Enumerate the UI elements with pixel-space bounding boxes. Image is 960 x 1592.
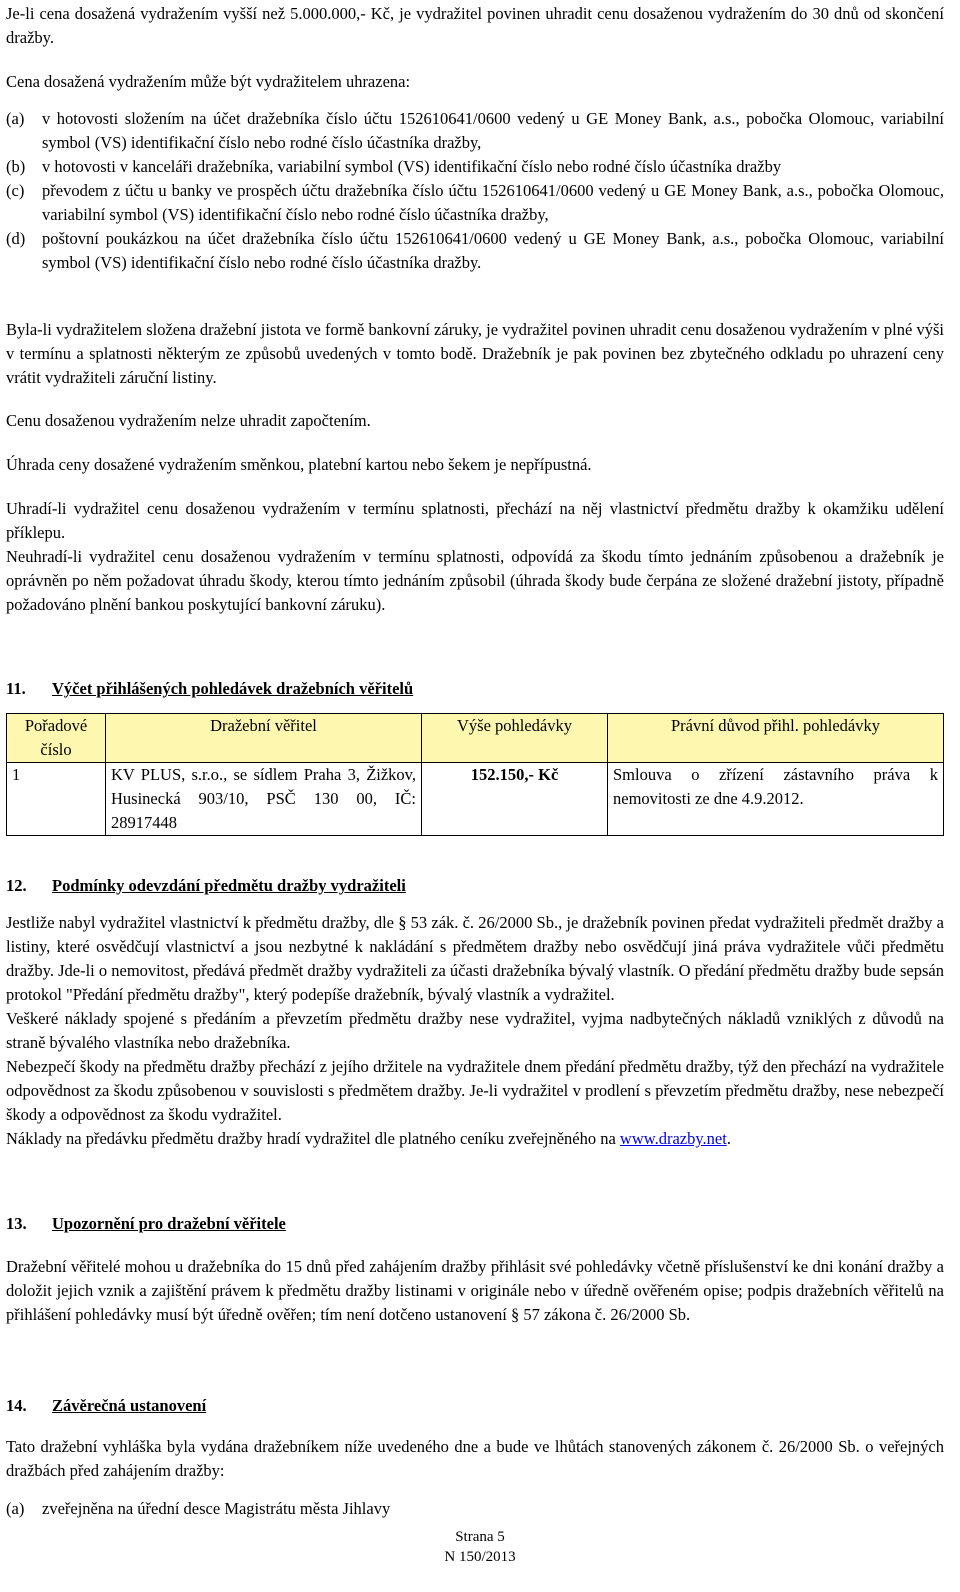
no-cheque-paragraph: [6, 453, 944, 477]
creditor-notice-text: Dražební věřitelé mohou u dražebníka do 15 dnů před zahájením dražby přihlásit své pohledávky včetně příslušenství ke dni konání dražby a doložit jejich vznik a zajištění právem k předmětu dražby listinami v originále nebo v úředně ověřeném opise; podpis dražebních věřitelů na přihlášení pohledávky musí být úředně ověřen; tím není dotčeno ustanovení § 57 zákona č. 26/2000 Sb.: [6, 1257, 944, 1324]
section-title: Podmínky odevzdání předmětu dražby vydražiteli: [52, 876, 406, 895]
section-14-body: [6, 1435, 944, 1483]
payment-intro-text: Cena dosažená vydražením může být vydražitelem uhrazena:: [6, 72, 411, 91]
header-reason: Právní důvod přihl. pohledávky: [608, 714, 944, 763]
table-row: [7, 763, 944, 836]
cell-order: 1: [7, 763, 106, 836]
list-item-text: převodem z účtu u banky ve prospěch účtu dražebníka číslo účtu 152610641/0600 vedený u GE Money Bank, a.s., pobočka Olomouc, variabilní symbol (VS) identifikační číslo nebo rodné číslo účastníka dražby,: [42, 181, 944, 224]
payment-option-c: [6, 179, 944, 227]
fees-suffix: .: [726, 1129, 731, 1148]
payment-option-b: [6, 155, 944, 179]
section-13-heading: [6, 1212, 944, 1236]
cell-amount: 152.150,- Kč: [422, 763, 608, 836]
header-amount: Výše pohledávky: [422, 714, 608, 763]
table-header-row: [7, 714, 944, 763]
handover-text: Jestliže nabyl vydražitel vlastnictví k předmětu dražby, dle § 53 zák. č. 26/2000 Sb., je dražebník povinen předat vydražiteli předmět dražby a listiny, které osvědčují vlastnictví a jsou nezbytné k nakládání s předmětem dražby nebo osvědčují jiná práva vydražitele vůči předmětu dražby. Jde-li o nemovitost, předává předmět dražby vydražiteli za účasti dražebníka bývalý vlastník. O předání předmětu dražby bude sepsán protokol "Předání předmětu dražby", který podepíše dražebník, bývalý vlastník a vydražitel.: [6, 913, 944, 1004]
price-deadline-text: Je-li cena dosažená vydražením vyšší než 5.000.000,- Kč, je vydražitel povinen uhradit cenu dosaženou vydražením do 30 dnů od skončení dražby.: [6, 4, 944, 47]
payment-intro: [6, 70, 944, 94]
list-marker: (c): [6, 181, 25, 200]
claims-table: [6, 713, 944, 836]
header-order: Pořadové číslo: [7, 714, 106, 763]
document-reference: N 150/2013: [444, 1549, 516, 1565]
guarantee-text: Byla-li vydražitelem složena dražební jistota ve formě bankovní záruky, je vydražitel povinen uhradit cenu dosaženou vydražením v plné výši v termínu a splatnosti některým ze způsobů uvedených v tomto bodě. Dražebník je pak povinen bez zbytečného odkladu po uhrazení ceny vrátit vydražiteli záruční listiny.: [6, 320, 944, 387]
page-number: Strana 5: [455, 1529, 505, 1545]
payment-options-list: [6, 107, 944, 275]
payment-option-d: [6, 227, 944, 275]
section-number: 14.: [6, 1396, 27, 1415]
fees-prefix: Náklady na předávku předmětu dražby hradí vydražitel dle platného ceníku zveřejněného na: [6, 1129, 620, 1148]
list-item-text: poštovní poukázkou na účet dražebníka číslo účtu 152610641/0600 vedený u GE Money Bank, a.s., pobočka Olomouc, variabilní symbol (VS) identifikační číslo nebo rodné číslo účastníka dražby.: [42, 229, 944, 272]
list-marker: (d): [6, 229, 26, 248]
publication-item-a: [6, 1497, 944, 1521]
publication-list: [6, 1497, 944, 1521]
no-offset-text: Cenu dosaženou vydražením nelze uhradit započtením.: [6, 411, 371, 430]
no-offset-paragraph: [6, 409, 944, 433]
costs-text: Veškeré náklady spojené s předáním a převzetím předmětu dražby nese vydražitel, vyjma nadbytečných nákladů vzniklých z důvodů na straně bývalého vlastníka nebo dražebníka.: [6, 1009, 944, 1052]
intro-paragraph: [6, 2, 944, 50]
list-marker: (a): [6, 1499, 25, 1518]
section-number: 11.: [6, 679, 26, 698]
final-provisions-text: Tato dražební vyhláška byla vydána dražebníkem níže uvedeného dne a bude ve lhůtách stanovených zákonem č. 26/2000 Sb. o veřejných dražbách před zahájením dražby:: [6, 1437, 944, 1480]
section-14-heading: [6, 1394, 944, 1418]
cell-reason: Smlouva o zřízení zástavního práva k nemovitosti ze dne 4.9.2012.: [608, 763, 944, 836]
section-title: Upozornění pro dražební věřitele: [52, 1214, 286, 1233]
page-footer: [0, 1527, 960, 1567]
fees-text: [6, 1127, 944, 1151]
ownership-text: Uhradí-li vydražitel cenu dosaženou vydražením v termínu splatnosti, přechází na něj vlastnictví předmětu dražby k okamžiku udělení příklepu.: [6, 499, 944, 542]
section-13-body: [6, 1255, 944, 1327]
non-payment-text: Neuhradí-li vydražitel cenu dosaženou vydražením v termínu splatnosti, odpovídá za škodu tímto jednáním způsobenou a dražebník je oprávněn po něm požadovat úhradu škody, kterou tímto jednáním způsobil (úhrada škody bude čerpána ze složené dražební jistoty, případně požadováno plnění bankou poskytující bankovní záruku).: [6, 547, 944, 614]
section-number: 12.: [6, 876, 27, 895]
list-marker: (b): [6, 157, 26, 176]
payment-option-a: [6, 107, 944, 155]
list-item-text: v hotovosti v kanceláři dražebníka, variabilní symbol (VS) identifikační číslo nebo rodné číslo účastníka dražby: [42, 157, 782, 176]
list-item-text: v hotovosti složením na účet dražebníka číslo účtu 152610641/0600 vedený u GE Money Bank, a.s., pobočka Olomouc, variabilní symbol (VS) identifikační číslo nebo rodné číslo účastníka dražby,: [42, 109, 944, 152]
drazby-link[interactable]: www.drazby.net: [619, 1129, 727, 1148]
section-12-body: [6, 911, 944, 1151]
list-marker: (a): [6, 109, 25, 128]
guarantee-paragraph: [6, 318, 944, 390]
section-title: Závěrečná ustanovení: [52, 1396, 207, 1415]
header-creditor: Dražební věřitel: [106, 714, 422, 763]
risk-text: Nebezpečí škody na předmětu dražby přechází z jejího držitele na vydražitele dnem předání předmětu dražby, týž den přechází na vydražitele odpovědnost za škodu způsobenou v souvislosti s předmětem dražby. Je-li vydražitel v prodlení s převzetím předmětu dražby, nese nebezpečí škody a odpovědnost za škodu vydražitel.: [6, 1057, 944, 1124]
no-cheque-text: Úhrada ceny dosažené vydražením směnkou, platební kartou nebo šekem je nepřípustná.: [6, 455, 592, 474]
section-11-heading: [6, 677, 944, 701]
section-number: 13.: [6, 1214, 27, 1233]
claims-table-wrapper: [6, 713, 944, 836]
section-12-heading: [6, 874, 944, 898]
list-item-text: zveřejněna na úřední desce Magistrátu města Jihlavy: [42, 1499, 391, 1518]
section-title: Výčet přihlášených pohledávek dražebních věřitelů: [52, 679, 414, 698]
ownership-paragraphs: [6, 497, 944, 617]
cell-creditor: KV PLUS, s.r.o., se sídlem Praha 3, Žižkov, Husinecká 903/10, PSČ 130 00, IČ: 28917448: [106, 763, 422, 836]
